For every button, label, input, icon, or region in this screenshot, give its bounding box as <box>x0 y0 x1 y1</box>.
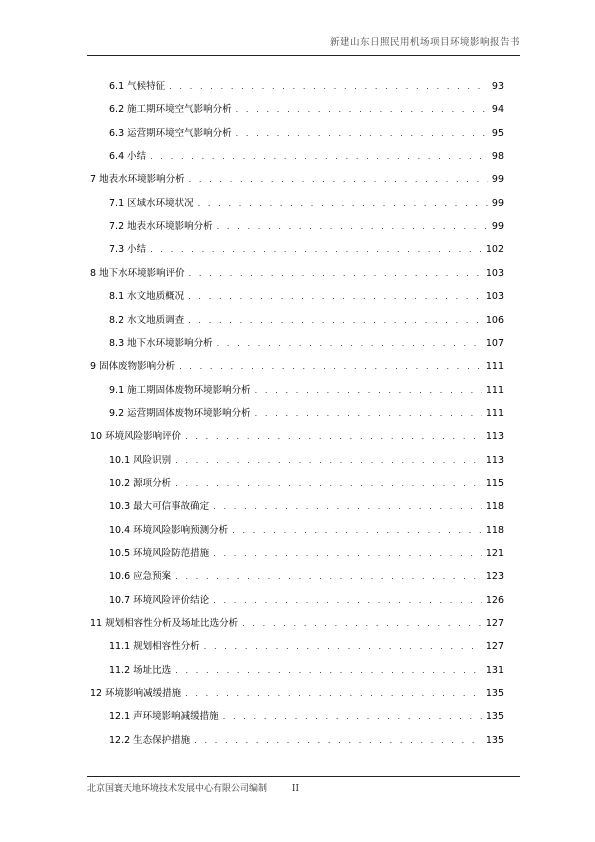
toc-entry-title: 12 环境影响减缓措施 <box>90 688 182 700</box>
toc-entry[interactable] <box>109 148 504 166</box>
toc-entry-title: 8 地下水环境影响评价 <box>90 267 185 279</box>
toc-entry[interactable] <box>90 615 504 633</box>
toc-entry-title: 10.7 环境风险评价结论 <box>109 594 210 606</box>
toc-entry[interactable] <box>109 732 504 750</box>
toc-leader-dots <box>188 316 482 325</box>
toc-entry[interactable] <box>109 662 504 680</box>
toc-entry-title: 8.1 水文地质概况 <box>109 291 185 303</box>
toc-leader-dots <box>198 199 488 208</box>
toc-entry-title: 10.3 最大可信事故确定 <box>109 501 210 513</box>
toc-entry-page: 107 <box>485 337 504 349</box>
toc-entry[interactable] <box>90 358 504 376</box>
toc-entry-title: 12.1 声环境影响减缓措施 <box>109 711 219 723</box>
toc-leader-dots <box>150 245 482 254</box>
toc-entry-page: 111 <box>485 407 504 419</box>
toc-leader-dots <box>236 129 488 138</box>
toc-leader-dots <box>232 526 482 535</box>
toc-entry-page: 94 <box>491 104 504 116</box>
toc-entry-title: 6.1 气候特征 <box>109 81 166 92</box>
toc-entry-title: 6.2 施工期环境空气影响分析 <box>109 104 232 116</box>
toc-entry[interactable] <box>90 685 504 703</box>
toc-entry-title: 8.3 地下水环境影响分析 <box>109 337 213 349</box>
toc-entry-page: 123 <box>485 571 504 583</box>
toc-entry[interactable] <box>109 522 504 540</box>
toc-entry[interactable] <box>109 498 504 516</box>
toc-leader-dots <box>223 712 482 721</box>
toc-entry-page: 113 <box>485 454 504 466</box>
toc-leader-dots <box>185 432 482 441</box>
toc-entry-page: 135 <box>485 711 504 723</box>
toc-entry-page: 103 <box>485 291 504 303</box>
toc-leader-dots <box>188 292 482 301</box>
toc-entry-title: 7.3 小结 <box>109 244 147 256</box>
toc-entry-title: 7.1 区域水环境状况 <box>109 197 194 209</box>
toc-entry[interactable] <box>109 452 504 470</box>
toc-entry-title: 8.2 水文地质调查 <box>109 314 185 326</box>
toc-entry[interactable] <box>90 428 504 446</box>
toc-entry-page: 127 <box>485 641 504 653</box>
toc-entry[interactable] <box>109 335 504 353</box>
toc-entry[interactable] <box>90 265 504 283</box>
toc-entry-page: 111 <box>485 384 504 396</box>
toc-entry-title: 7 地表水环境影响分析 <box>90 174 185 186</box>
toc-leader-dots <box>175 666 482 675</box>
toc-entry-page: 126 <box>485 594 504 606</box>
toc-entry-page: 113 <box>485 431 504 443</box>
toc-entry-title: 12.2 生态保护措施 <box>109 734 191 746</box>
toc-entry-page: 99 <box>491 221 504 233</box>
toc-leader-dots <box>194 736 482 745</box>
toc-entry-title: 11 规划相容性分析及场址比选分析 <box>90 618 239 630</box>
toc-entry-page: 121 <box>485 548 504 559</box>
toc-entry[interactable] <box>109 241 504 259</box>
toc-entry[interactable] <box>109 382 504 400</box>
toc-leader-dots <box>236 105 488 114</box>
header-divider <box>87 55 520 56</box>
toc-entry-page: 99 <box>491 174 504 186</box>
toc-leader-dots <box>217 339 482 348</box>
toc-entry[interactable] <box>109 195 504 213</box>
toc-leader-dots <box>213 596 482 605</box>
toc-entry[interactable] <box>109 475 504 493</box>
running-header: 新建山东日照民用机场项目环境影响报告书 <box>329 37 520 48</box>
toc-entry-page: 95 <box>491 127 504 139</box>
toc-leader-dots <box>255 409 482 418</box>
toc-entry-title: 10 环境风险影响评价 <box>90 431 182 443</box>
toc-entry-page: 99 <box>491 197 504 209</box>
toc-leader-dots <box>255 386 482 395</box>
toc-entry-page: 127 <box>485 618 504 630</box>
toc-entry-page: 93 <box>491 81 504 92</box>
page-footer <box>87 781 299 794</box>
toc-leader-dots <box>213 502 482 511</box>
toc-entry[interactable] <box>109 288 504 306</box>
toc-leader-dots <box>189 175 488 184</box>
toc-entry[interactable] <box>109 218 504 236</box>
toc-entry-title: 11.2 场址比选 <box>109 664 172 676</box>
toc-entry-page: 131 <box>485 664 504 676</box>
toc-leader-dots <box>175 479 482 488</box>
toc-leader-dots <box>179 362 482 371</box>
toc-entry-page: 98 <box>491 151 504 163</box>
toc-leader-dots <box>213 549 482 558</box>
toc-entry-page: 115 <box>485 477 504 489</box>
toc-entry-title: 11.1 规划相容性分析 <box>109 641 200 653</box>
toc-entry-title: 9.1 施工期固体废物环境影响分析 <box>109 384 251 396</box>
toc-leader-dots <box>217 222 488 231</box>
toc-leader-dots <box>189 269 482 278</box>
toc-leader-dots <box>204 642 482 651</box>
toc-entry-title: 9.2 运营期固体废物环境影响分析 <box>109 407 251 419</box>
toc-entry[interactable] <box>109 125 504 143</box>
toc-entry[interactable] <box>109 78 504 96</box>
toc-entry-page: 118 <box>485 524 504 536</box>
footer-publisher: 北京国寰天地环境技术发展中心有限公司编制 <box>87 784 268 794</box>
toc-entry[interactable] <box>90 171 504 189</box>
toc-leader-dots <box>175 572 482 581</box>
toc-entry[interactable] <box>109 708 504 726</box>
toc-entry-title: 10.2 源项分析 <box>109 477 172 489</box>
toc-entry-title: 10.1 风险识别 <box>109 454 172 466</box>
toc-entry[interactable] <box>109 101 504 119</box>
toc-entry-title: 6.3 运营期环境空气影响分析 <box>109 127 232 139</box>
toc-entry-title: 10.5 环境风险防范措施 <box>109 548 210 559</box>
toc-entry[interactable] <box>109 638 504 656</box>
toc-entry-page: 102 <box>485 244 504 256</box>
toc-entry-page: 135 <box>485 734 504 746</box>
toc-entry-page: 118 <box>485 501 504 513</box>
toc-entry-title: 6.4 小结 <box>109 151 147 163</box>
toc-entry-title: 10.6 应急预案 <box>109 571 172 583</box>
toc-entry[interactable] <box>109 405 504 423</box>
footer-page-number: II <box>291 784 300 794</box>
toc-leader-dots <box>150 152 488 161</box>
toc-leader-dots <box>169 82 488 91</box>
toc-leader-dots <box>242 619 482 628</box>
toc-leader-dots <box>185 689 482 698</box>
toc-entry-title: 7.2 地表水环境影响分析 <box>109 221 213 233</box>
toc-entry[interactable] <box>109 592 504 610</box>
toc-entry[interactable] <box>109 568 504 586</box>
toc-entry-page: 106 <box>485 314 504 326</box>
toc-entry-page: 135 <box>485 688 504 700</box>
toc-entry[interactable] <box>109 312 504 330</box>
toc-leader-dots <box>175 456 482 465</box>
toc-entry-page: 111 <box>485 361 504 373</box>
toc-entry-title: 10.4 环境风险影响预测分析 <box>109 524 229 536</box>
toc-entry[interactable] <box>109 545 504 563</box>
toc-entry-title: 9 固体废物影响分析 <box>90 361 176 373</box>
toc-entry-page: 103 <box>485 267 504 279</box>
footer-divider <box>87 776 520 777</box>
